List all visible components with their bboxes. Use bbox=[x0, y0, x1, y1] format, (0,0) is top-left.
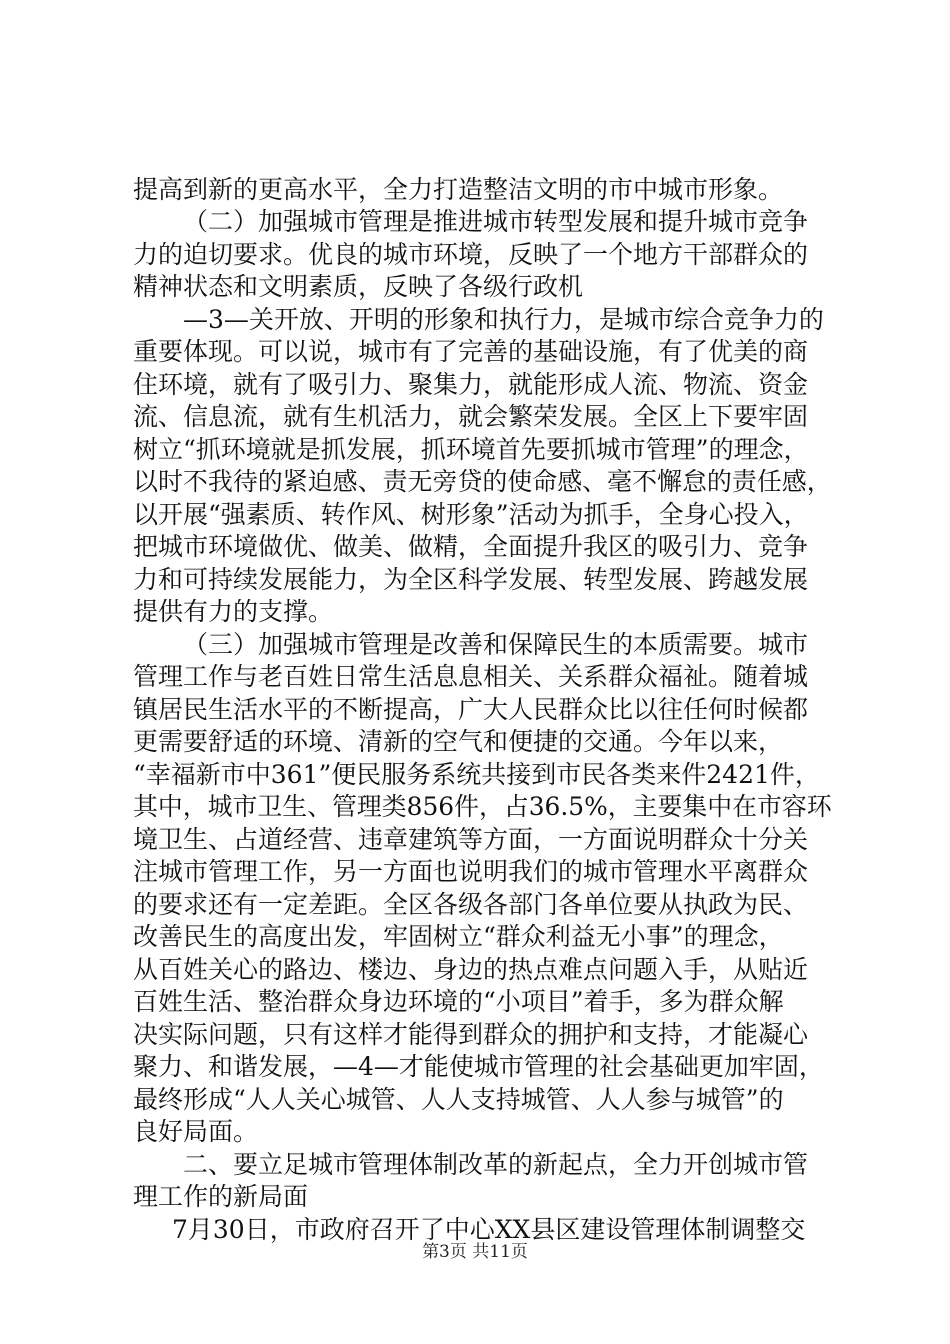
text-line: 其中，城市卫生、管理类856件，占36.5%，主要集中在市容环 bbox=[133, 792, 832, 821]
text-line: 更需要舒适的环境、清新的空气和便捷的交通。今年以来， bbox=[133, 727, 784, 756]
text-line: 最终形成“人人关心城管、人人支持城管、人人参与城管”的 bbox=[133, 1085, 784, 1114]
text-line: 把城市环境做优、做美、做精，全面提升我区的吸引力、竞争 bbox=[133, 532, 809, 561]
text-line: “幸福新市中361”便民服务系统共接到市民各类来件2421件， bbox=[133, 760, 820, 789]
text-line: 决实际问题，只有这样才能得到群众的拥护和支持，才能凝心 bbox=[133, 1020, 809, 1049]
text-line: 重要体现。可以说，城市有了完善的基础设施，有了优美的商 bbox=[133, 337, 809, 366]
text-line: 住环境，就有了吸引力、聚集力，就能形成人流、物流、资金 bbox=[133, 370, 809, 399]
text-line: —3—关开放、开明的形象和执行力，是城市综合竞争力的 bbox=[183, 305, 824, 334]
page-number-label: 第3页 共11页 bbox=[422, 1242, 528, 1262]
text-line: （三）加强城市管理是改善和保障民生的本质需要。城市 bbox=[183, 630, 809, 659]
section-heading: 二、要立足城市管理体制改革的新起点，全力开创城市管 bbox=[183, 1150, 809, 1179]
text-line: 镇居民生活水平的不断提高，广大人民群众比以往任何时候都 bbox=[133, 695, 809, 724]
text-line: 树立“抓环境就是抓发展，抓环境首先要抓城市管理”的理念， bbox=[133, 435, 809, 464]
text-line: 管理工作与老百姓日常生活息息相关、关系群众福祉。随着城 bbox=[133, 662, 809, 691]
text-line: 以开展“强素质、转作风、树形象”活动为抓手，全身心投入， bbox=[133, 500, 809, 529]
text-line: 改善民生的高度出发，牢固树立“群众利益无小事”的理念， bbox=[133, 922, 784, 951]
section-heading: 理工作的新局面 bbox=[133, 1182, 309, 1211]
text-line: 境卫生、占道经营、违章建筑等方面，一方面说明群众十分关 bbox=[133, 825, 809, 854]
text-line: 提供有力的支撑。 bbox=[133, 597, 334, 626]
text-line: 流、信息流，就有生机活力，就会繁荣发展。全区上下要牢固 bbox=[133, 402, 809, 431]
text-line: 提高到新的更高水平，全力打造整洁文明的市中城市形象。 bbox=[133, 175, 784, 204]
text-line: 百姓生活、整治群众身边环境的“小项目”着手，多为群众解 bbox=[133, 987, 784, 1016]
text-line: 力的迫切要求。优良的城市环境，反映了一个地方干部群众的 bbox=[133, 240, 809, 269]
text-line: 良好局面。 bbox=[133, 1117, 259, 1146]
text-line: 力和可持续发展能力，为全区科学发展、转型发展、跨越发展 bbox=[133, 565, 809, 594]
page-footer bbox=[0, 1241, 950, 1263]
text-line: 从百姓关心的路边、楼边、身边的热点难点问题入手，从贴近 bbox=[133, 955, 809, 984]
text-line: 的要求还有一定差距。全区各级各部门各单位要从执政为民、 bbox=[133, 890, 809, 919]
text-line: 注城市管理工作，另一方面也说明我们的城市管理水平离群众 bbox=[133, 857, 809, 886]
text-line: 7月30日，市政府召开了中心XX县区建设管理体制调整交 bbox=[172, 1215, 806, 1244]
text-line: 精神状态和文明素质，反映了各级行政机 bbox=[133, 272, 584, 301]
text-line: （二）加强城市管理是推进城市转型发展和提升城市竞争 bbox=[183, 207, 809, 236]
text-line: 聚力、和谐发展，—4—才能使城市管理的社会基础更加牢固， bbox=[133, 1052, 824, 1081]
text-line: 以时不我待的紧迫感、责无旁贷的使命感、毫不懈怠的责任感， bbox=[133, 467, 832, 496]
